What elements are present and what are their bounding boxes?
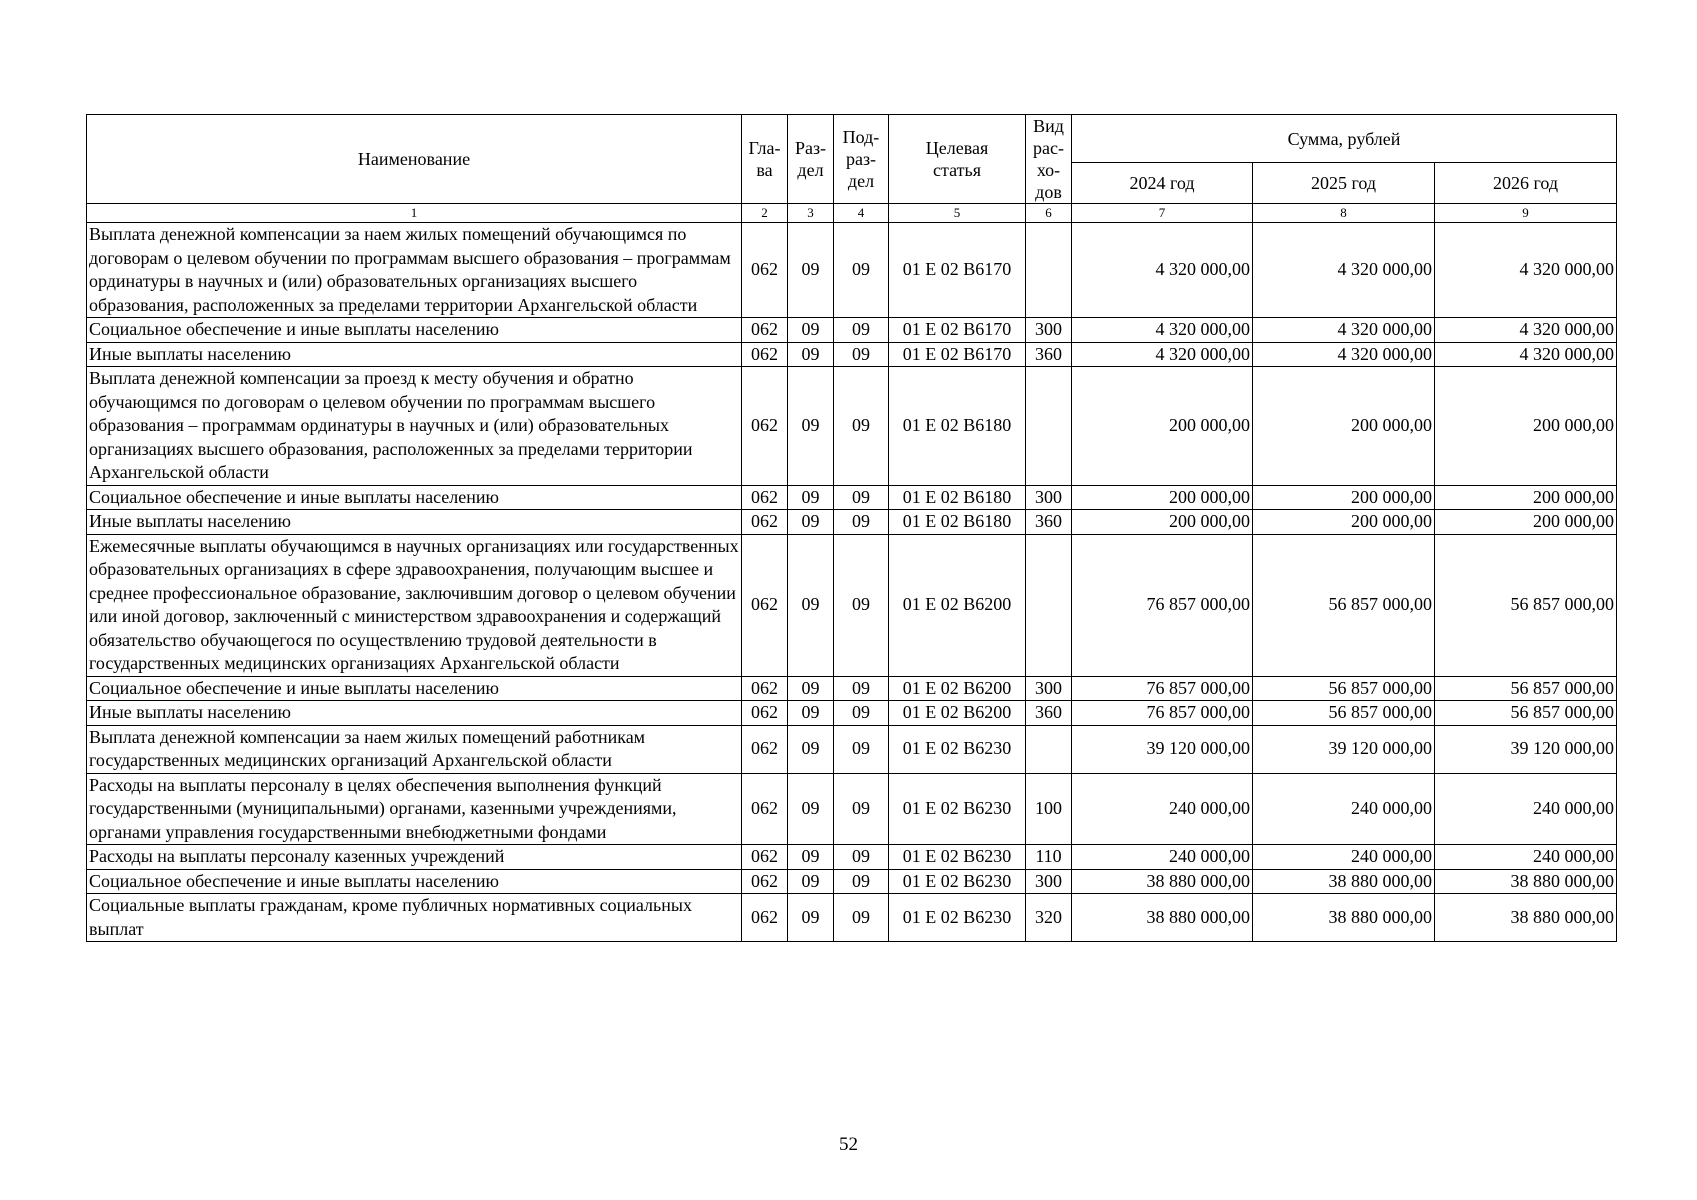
row-name: Выплата денежной компенсации за наем жилых помещений обучающимся по договорам о целевом обучении по программам высшего образования – программам ординатуры в научных и (или) образовательных организациях высшего образования, расположенных за пределами территории Архангельской области [87, 223, 742, 318]
row-razdel: 09 [788, 510, 834, 535]
row-glava: 062 [742, 342, 788, 367]
row-sum-2024: 76 857 000,00 [1072, 534, 1253, 676]
row-name: Выплата денежной компенсации за проезд к месту обучения и обратно обучающимся по договорам о целевом обучении по программам высшего образования – программам ординатуры в научных и (или) образовательных организациях высшего образования, расположенных за пределами территории Архангельской области [87, 367, 742, 486]
row-target: 01 Е 02 B6170 [889, 223, 1026, 318]
row-sum-2024: 200 000,00 [1072, 485, 1253, 510]
row-target: 01 Е 02 B6180 [889, 485, 1026, 510]
row-sum-2024: 76 857 000,00 [1072, 701, 1253, 726]
row-razdel: 09 [788, 869, 834, 894]
row-sum-2025: 200 000,00 [1253, 367, 1435, 486]
row-name: Социальное обеспечение и иные выплаты населению [87, 869, 742, 894]
row-sum-2026: 200 000,00 [1435, 510, 1617, 535]
row-target: 01 Е 02 B6230 [889, 869, 1026, 894]
row-razdel: 09 [788, 773, 834, 845]
row-podrazdel: 09 [834, 318, 889, 343]
table-row [87, 223, 1617, 318]
row-podrazdel: 09 [834, 676, 889, 701]
row-sum-2025: 200 000,00 [1253, 510, 1435, 535]
row-razdel: 09 [788, 894, 834, 942]
row-sum-2026: 240 000,00 [1435, 845, 1617, 870]
row-vid: 360 [1026, 342, 1072, 367]
row-razdel: 09 [788, 845, 834, 870]
header-target: Целевая статья [889, 115, 1026, 204]
row-podrazdel: 09 [834, 223, 889, 318]
table-body [87, 204, 1617, 942]
table-row [87, 534, 1617, 676]
row-sum-2026: 4 320 000,00 [1435, 342, 1617, 367]
row-razdel: 09 [788, 534, 834, 676]
row-sum-2025: 4 320 000,00 [1253, 223, 1435, 318]
row-target: 01 Е 02 B6180 [889, 510, 1026, 535]
row-sum-2025: 200 000,00 [1253, 485, 1435, 510]
row-podrazdel: 09 [834, 367, 889, 486]
row-vid: 360 [1026, 701, 1072, 726]
row-name: Расходы на выплаты персоналу в целях обеспечения выполнения функций государственными (муниципальными) органами, казенными учреждениями, органами управления государственными внебюджетными фондами [87, 773, 742, 845]
table-row [87, 701, 1617, 726]
table-row [87, 725, 1617, 773]
row-target: 01 Е 02 B6200 [889, 534, 1026, 676]
column-number: 9 [1435, 204, 1617, 223]
row-name: Иные выплаты населению [87, 510, 742, 535]
row-sum-2026: 200 000,00 [1435, 367, 1617, 486]
row-podrazdel: 09 [834, 845, 889, 870]
row-sum-2025: 38 880 000,00 [1253, 894, 1435, 942]
row-glava: 062 [742, 367, 788, 486]
row-sum-2026: 240 000,00 [1435, 773, 1617, 845]
row-podrazdel: 09 [834, 510, 889, 535]
row-name: Социальные выплаты гражданам, кроме публичных нормативных социальных выплат [87, 894, 742, 942]
row-vid: 320 [1026, 894, 1072, 942]
row-sum-2024: 39 120 000,00 [1072, 725, 1253, 773]
header-sum: Сумма, рублей [1072, 115, 1617, 163]
row-glava: 062 [742, 701, 788, 726]
column-number: 3 [788, 204, 834, 223]
row-podrazdel: 09 [834, 725, 889, 773]
table-row [87, 845, 1617, 870]
row-sum-2025: 240 000,00 [1253, 773, 1435, 845]
row-sum-2024: 240 000,00 [1072, 773, 1253, 845]
row-sum-2026: 200 000,00 [1435, 485, 1617, 510]
table-row [87, 676, 1617, 701]
row-name: Иные выплаты населению [87, 701, 742, 726]
row-name: Расходы на выплаты персоналу казенных учреждений [87, 845, 742, 870]
table-row [87, 485, 1617, 510]
row-glava: 062 [742, 845, 788, 870]
table-row [87, 869, 1617, 894]
row-target: 01 Е 02 B6230 [889, 725, 1026, 773]
row-glava: 062 [742, 318, 788, 343]
row-razdel: 09 [788, 701, 834, 726]
row-sum-2025: 240 000,00 [1253, 845, 1435, 870]
row-target: 01 Е 02 B6170 [889, 342, 1026, 367]
row-target: 01 Е 02 B6170 [889, 318, 1026, 343]
column-number: 8 [1253, 204, 1435, 223]
row-vid [1026, 534, 1072, 676]
row-sum-2025: 56 857 000,00 [1253, 701, 1435, 726]
row-razdel: 09 [788, 367, 834, 486]
row-target: 01 Е 02 B6200 [889, 701, 1026, 726]
row-target: 01 Е 02 B6230 [889, 845, 1026, 870]
row-vid [1026, 367, 1072, 486]
row-podrazdel: 09 [834, 773, 889, 845]
row-podrazdel: 09 [834, 534, 889, 676]
row-name: Социальное обеспечение и иные выплаты населению [87, 318, 742, 343]
table-row [87, 510, 1617, 535]
header-razdel: Раз- дел [788, 115, 834, 204]
column-number: 4 [834, 204, 889, 223]
row-sum-2026: 39 120 000,00 [1435, 725, 1617, 773]
column-number: 5 [889, 204, 1026, 223]
row-vid: 360 [1026, 510, 1072, 535]
row-sum-2024: 38 880 000,00 [1072, 894, 1253, 942]
row-glava: 062 [742, 534, 788, 676]
table-row [87, 367, 1617, 486]
row-sum-2025: 4 320 000,00 [1253, 342, 1435, 367]
budget-table [86, 114, 1617, 942]
row-sum-2026: 38 880 000,00 [1435, 869, 1617, 894]
column-number: 2 [742, 204, 788, 223]
header-2025: 2025 год [1253, 163, 1435, 204]
row-vid: 300 [1026, 676, 1072, 701]
header-2024: 2024 год [1072, 163, 1253, 204]
row-glava: 062 [742, 510, 788, 535]
row-sum-2026: 56 857 000,00 [1435, 701, 1617, 726]
row-target: 01 Е 02 B6200 [889, 676, 1026, 701]
row-razdel: 09 [788, 485, 834, 510]
row-vid: 300 [1026, 485, 1072, 510]
row-target: 01 Е 02 B6180 [889, 367, 1026, 486]
row-sum-2025: 38 880 000,00 [1253, 869, 1435, 894]
row-glava: 062 [742, 869, 788, 894]
row-sum-2026: 56 857 000,00 [1435, 534, 1617, 676]
row-target: 01 Е 02 B6230 [889, 894, 1026, 942]
column-number: 1 [87, 204, 742, 223]
row-sum-2026: 4 320 000,00 [1435, 318, 1617, 343]
row-vid: 300 [1026, 869, 1072, 894]
column-number-row [87, 204, 1617, 223]
row-podrazdel: 09 [834, 869, 889, 894]
header-2026: 2026 год [1435, 163, 1617, 204]
row-sum-2025: 39 120 000,00 [1253, 725, 1435, 773]
row-name: Выплата денежной компенсации за наем жилых помещений работникам государственных медицинских организаций Архангельской области [87, 725, 742, 773]
row-glava: 062 [742, 725, 788, 773]
row-sum-2024: 4 320 000,00 [1072, 223, 1253, 318]
row-razdel: 09 [788, 318, 834, 343]
row-sum-2024: 4 320 000,00 [1072, 342, 1253, 367]
column-number: 6 [1026, 204, 1072, 223]
row-glava: 062 [742, 773, 788, 845]
row-name: Социальное обеспечение и иные выплаты населению [87, 485, 742, 510]
row-podrazdel: 09 [834, 342, 889, 367]
row-razdel: 09 [788, 725, 834, 773]
row-sum-2024: 240 000,00 [1072, 845, 1253, 870]
row-target: 01 Е 02 B6230 [889, 773, 1026, 845]
row-razdel: 09 [788, 223, 834, 318]
row-vid [1026, 223, 1072, 318]
row-vid: 110 [1026, 845, 1072, 870]
table-row [87, 318, 1617, 343]
header-vid: Вид рас- хо- дов [1026, 115, 1072, 204]
row-glava: 062 [742, 676, 788, 701]
row-sum-2024: 38 880 000,00 [1072, 869, 1253, 894]
row-sum-2024: 200 000,00 [1072, 367, 1253, 486]
page-number: 52 [839, 1134, 858, 1155]
row-glava: 062 [742, 485, 788, 510]
row-podrazdel: 09 [834, 894, 889, 942]
row-sum-2024: 76 857 000,00 [1072, 676, 1253, 701]
row-sum-2025: 56 857 000,00 [1253, 534, 1435, 676]
row-name: Социальное обеспечение и иные выплаты населению [87, 676, 742, 701]
row-name: Иные выплаты населению [87, 342, 742, 367]
row-sum-2026: 38 880 000,00 [1435, 894, 1617, 942]
row-podrazdel: 09 [834, 701, 889, 726]
row-sum-2024: 4 320 000,00 [1072, 318, 1253, 343]
row-sum-2025: 4 320 000,00 [1253, 318, 1435, 343]
row-sum-2024: 200 000,00 [1072, 510, 1253, 535]
row-sum-2026: 56 857 000,00 [1435, 676, 1617, 701]
row-glava: 062 [742, 894, 788, 942]
row-sum-2026: 4 320 000,00 [1435, 223, 1617, 318]
header-glava: Гла- ва [742, 115, 788, 204]
row-razdel: 09 [788, 676, 834, 701]
row-razdel: 09 [788, 342, 834, 367]
table-row [87, 894, 1617, 942]
row-sum-2025: 56 857 000,00 [1253, 676, 1435, 701]
row-podrazdel: 09 [834, 485, 889, 510]
header-podrazdel: Под- раз- дел [834, 115, 889, 204]
column-number: 7 [1072, 204, 1253, 223]
table-row [87, 773, 1617, 845]
row-vid [1026, 725, 1072, 773]
row-name: Ежемесячные выплаты обучающимся в научных организациях или государственных образовательных организациях в сфере здравоохранения, получающим высшее и среднее профессиональное образование, заключившим договор о целевом обучении или иной договор, заключенный с министерством здравоохранения и содержащий обязательство обучающегося по осуществлению трудовой деятельности в государственных медицинских организациях Архангельской области [87, 534, 742, 676]
row-vid: 100 [1026, 773, 1072, 845]
header-name: Наименование [87, 115, 742, 204]
row-vid: 300 [1026, 318, 1072, 343]
row-glava: 062 [742, 223, 788, 318]
table-row [87, 342, 1617, 367]
